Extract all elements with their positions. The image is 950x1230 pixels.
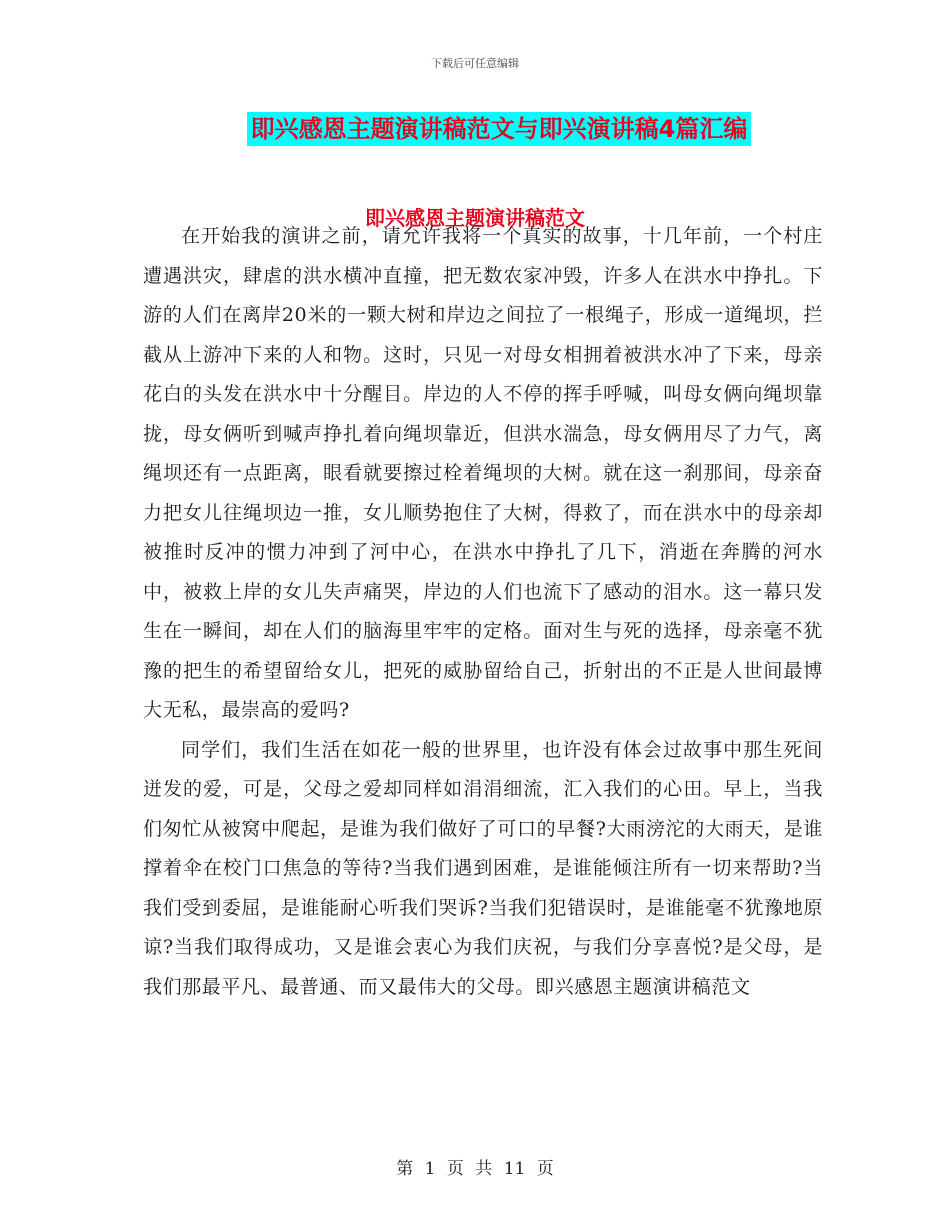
- section-title: 即兴感恩主题演讲稿范文: [365, 206, 585, 230]
- paragraph-2: 同学们，我们生活在如花一般的世界里，也许没有体会过故事中那生死间迸发的爱，可是，父母之爱却同样如涓涓细流，汇入我们的心田。早上，当我们匆忙从被窝中爬起，是谁为我们做好了可口的早餐?大雨滂沱的大雨天，是谁撑着伞在校门口焦急的等待?当我们遇到困难，是谁能倾注所有一切来帮助?当我们受到委屈，是谁能耐心听我们哭诉?当我们犯错误时，是谁能毫不犹豫地原谅?当我们取得成功，又是谁会衷心为我们庆祝，与我们分享喜悦?是父母，是我们那最平凡、最普通、而又最伟大的父母。即兴感恩主题演讲稿范文: [143, 738, 823, 998]
- body-text: [143, 217, 823, 1007]
- paragraph-1: 在开始我的演讲之前，请允许我将一个真实的故事，十几年前，一个村庄遭遇洪灾，肆虐的洪水横冲直撞，把无数农家冲毁，许多人在洪水中挣扎。下游的人们在离岸20米的一颗大树和岸边之间拉了一根绳子，形成一道绳坝，拦截从上游冲下来的人和物。这时，只见一对母女相拥着被洪水冲了下来，母亲花白的头发在洪水中十分醒目。岸边的人不停的挥手呼喊，叫母女俩向绳坝靠拢，母女俩听到喊声挣扎着向绳坝靠近，但洪水湍急，母女俩用尽了力气，离绳坝还有一点距离，眼看就要擦过栓着绳坝的大树。就在这一刹那间，母亲奋力把女儿往绳坝边一推，女儿顺势抱住了大树，得救了，而在洪水中的母亲却被推时反冲的惯力冲到了河中心，在洪水中挣扎了几下，消逝在奔腾的河水中，被救上岸的女儿失声痛哭，岸边的人们也流下了感动的泪水。这一幕只发生在一瞬间，却在人们的脑海里牢牢的定格。面对生与死的选择，母亲毫不犹豫的把生的希望留给女儿，把死的威胁留给自己，折射出的不正是人世间最博大无私，最崇高的爱吗?: [143, 225, 823, 721]
- header-note: 下载后可任意编辑: [431, 57, 519, 70]
- page-footer: 第 1 页 共 11 页: [396, 1159, 554, 1179]
- document-title-wrap: [0, 112, 950, 146]
- document-title: 即兴感恩主题演讲稿范文与即兴演讲稿4篇汇编: [247, 112, 752, 146]
